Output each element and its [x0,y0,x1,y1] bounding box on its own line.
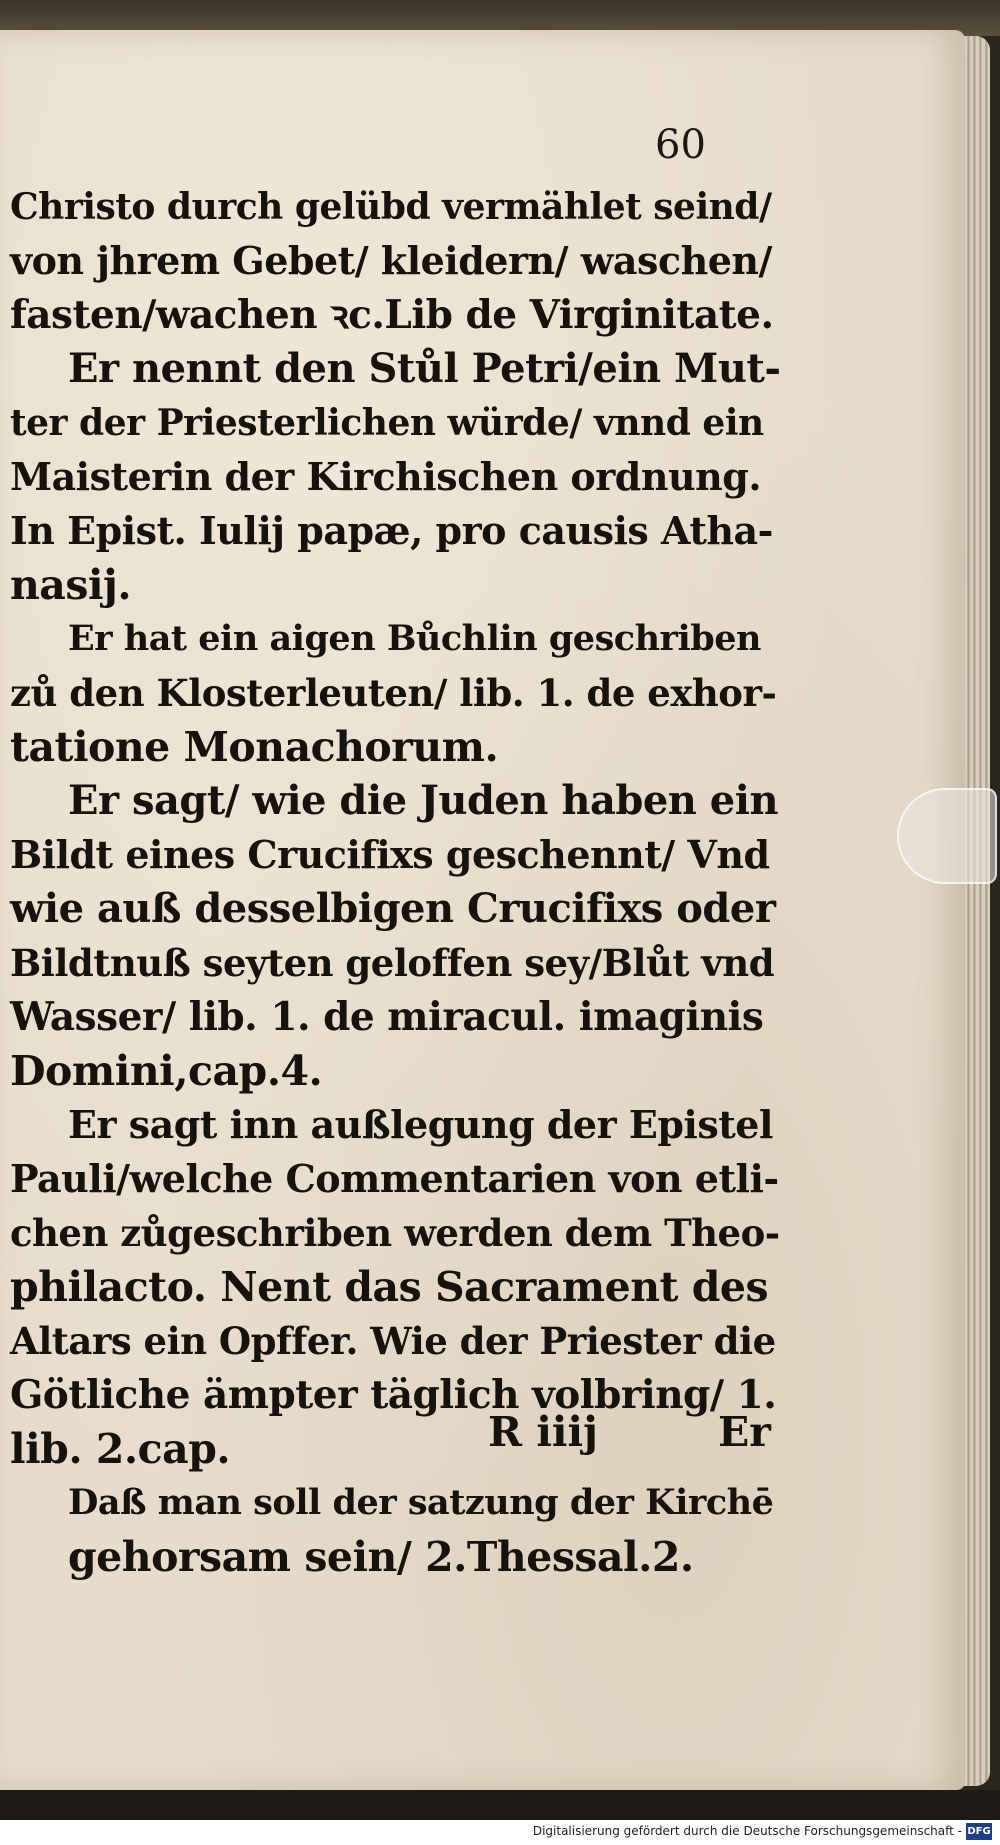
text-line: nasij. [10,561,132,609]
footer-credit: Digitalisierung gefördert durch die Deutsche Forschungsgemeinschaft - [532,1824,962,1838]
book-bottom-edge [0,1790,1000,1820]
text-line: wie auß desselbigen Crucifixs oder [10,885,776,932]
text-line: lib. 2.cap. [10,1425,231,1473]
text-line: Maisterin der Kirchischen ordnung. [10,454,762,499]
text-line: In Epist. Iulij papæ, pro causis Atha- [10,508,773,553]
signature-mark: R iiij [488,1408,598,1456]
text-line: Er nennt den Stůl Petri/ein Mut- [68,345,781,392]
digitization-footer [0,1820,1000,1845]
text-line: chen zůgeschriben werden dem Theo- [10,1211,780,1255]
text-line: Pauli/welche Commentarien von etli- [10,1156,779,1201]
text-line: Domini,cap.4. [10,1047,323,1095]
text-line: tatione Monachorum. [10,723,499,771]
text-line: Bildtnuß seyten geloffen sey/Blůt vnd [10,941,775,985]
text-line: Altars ein Opffer. Wie der Priester die [10,1319,776,1363]
text-line: gehorsam sein/ 2.Thessal.2. [68,1533,694,1581]
text-line: zů den Klosterleuten/ lib. 1. de exhor- [10,671,777,715]
page-text [10,180,780,1584]
text-line: philacto. Nent das Sacrament des [10,1263,769,1311]
text-line: ter der Priesterlichen würde/ vnnd ein [10,402,764,444]
text-line: Götliche ämpter täglich volbring/ 1. [10,1372,777,1418]
text-line: Wasser/ lib. 1. de miracul. imaginis [10,994,764,1040]
text-line: Daß man soll der satzung der Kirchē [68,1482,774,1523]
text-line: von jhrem Gebet/ kleidern/ waschen/ [10,238,772,283]
text-line: Er sagt inn außlegung der Epistel [68,1102,773,1147]
page-clip [897,788,997,884]
catchword: Er [718,1408,771,1456]
dfg-logo: DFG [966,1823,992,1840]
text-line: Er hat ein aigen Bůchlin geschriben [68,618,761,659]
text-line: Christo durch gelübd vermählet seind/ [10,186,772,228]
text-line: fasten/wachen ꝛc.Lib de Virginitate. [10,292,774,338]
text-line: Bildt eines Crucifixs geschennt/ Vnd [10,832,770,877]
text-line: Er sagt/ wie die Juden haben ein [68,777,779,824]
book-page [0,30,965,1790]
page-number: 60 [655,122,706,168]
